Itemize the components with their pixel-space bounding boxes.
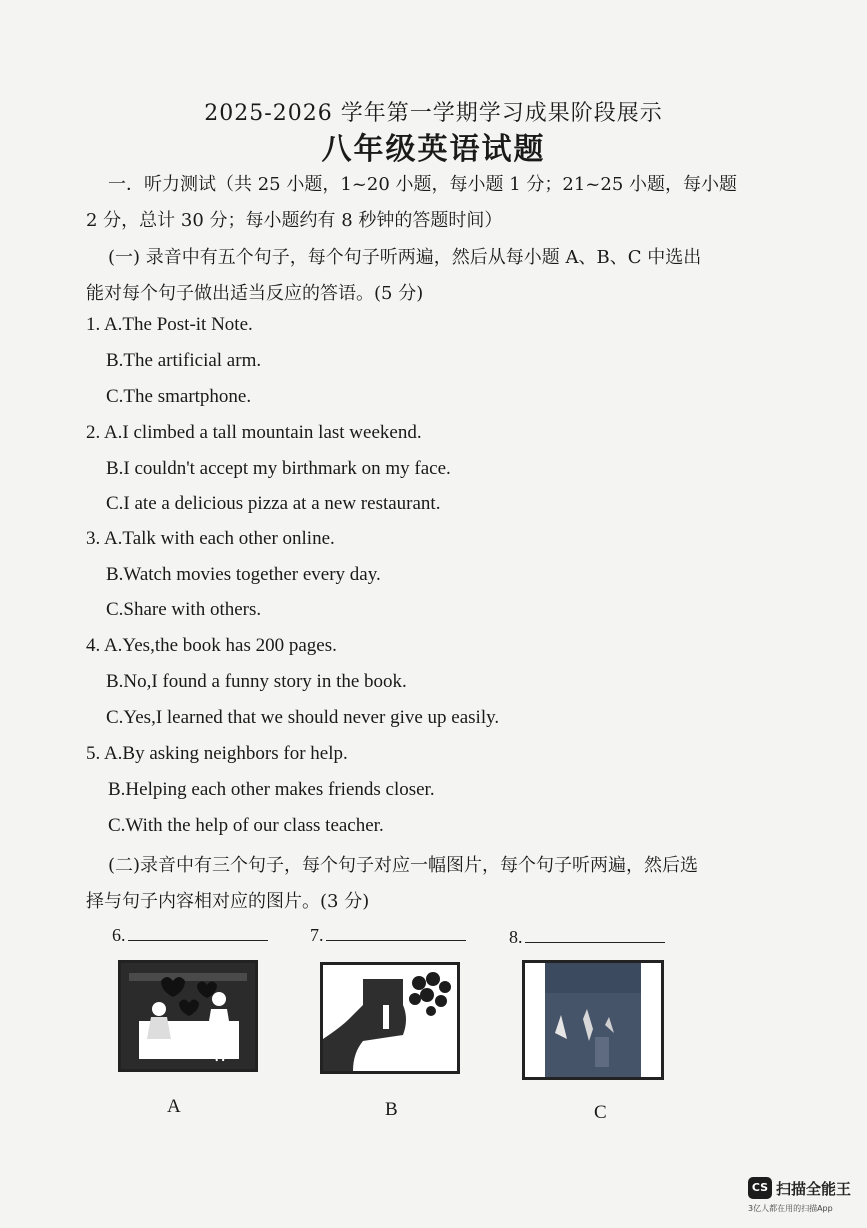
answer-line	[128, 940, 268, 941]
question-3	[86, 528, 335, 550]
option-a: A.The Post-it Note.	[103, 314, 253, 335]
picture-b-label: B	[385, 1099, 398, 1120]
watermark-name: 扫描全能王	[776, 1180, 852, 1198]
question-5	[86, 743, 348, 765]
option-b: B.The artificial arm.	[106, 350, 262, 371]
question-number: 1.	[86, 314, 101, 335]
option-b: B.I couldn't accept my birthmark on my face.	[106, 458, 451, 479]
answer-line	[525, 942, 665, 943]
answer-blank-7[interactable]	[310, 925, 466, 946]
picture-c	[522, 960, 664, 1080]
option-a: A.By asking neighbors for help.	[103, 743, 348, 764]
option-b: B.No,I found a funny story in the book.	[106, 671, 407, 692]
blank-number: 8.	[509, 927, 523, 947]
picture-a-label: A	[167, 1096, 181, 1117]
answer-blank-6[interactable]	[112, 925, 268, 946]
option-a: A.I climbed a tall mountain last weekend.	[103, 422, 422, 443]
section1-heading-line2: 2 分，总计 30 分；每小题约有 8 秒钟的答题时间）	[86, 210, 503, 231]
option-c: C.Share with others.	[106, 599, 262, 620]
option-c: C.The smartphone.	[106, 386, 252, 407]
option-c: C.With the help of our class teacher.	[108, 815, 384, 836]
question-number: 4.	[86, 635, 101, 656]
camscanner-watermark	[748, 1177, 858, 1217]
question-number: 5.	[86, 743, 101, 764]
blank-number: 7.	[310, 925, 324, 945]
answer-line	[326, 940, 466, 941]
picture-c-label: C	[594, 1102, 607, 1123]
question-2	[86, 422, 422, 444]
option-c: C.I ate a delicious pizza at a new restaurant.	[106, 493, 441, 514]
option-b: B.Helping each other makes friends closer.	[108, 779, 435, 800]
part2-instruction-line2: 择与句子内容相对应的图片。(3 分)	[86, 891, 370, 912]
question-1	[86, 314, 253, 336]
exam-title: 2025-2026 学年第一学期学习成果阶段展示	[204, 101, 663, 126]
hearts-couple-icon	[121, 963, 255, 1069]
exam-subtitle: 八年级英语试题	[321, 132, 546, 167]
option-a: A.Talk with each other online.	[103, 528, 335, 549]
option-b: B.Watch movies together every day.	[106, 564, 381, 585]
watermark-tagline: 3亿人都在用的扫描App	[748, 1204, 833, 1213]
option-a: A.Yes,the book has 200 pages.	[103, 635, 337, 656]
picture-a	[118, 960, 258, 1072]
option-c: C.Yes,I learned that we should never give up easily.	[106, 707, 500, 728]
question-number: 2.	[86, 422, 101, 443]
hand-holding-grapes-icon	[323, 965, 457, 1071]
question-4	[86, 635, 337, 657]
part1-instruction-line2: 能对每个句子做出适当反应的答语。(5 分)	[86, 283, 424, 304]
part2-instruction-line1: (二)录音中有三个句子，每个句子对应一幅图片，每个句子听两遍，然后选	[108, 855, 699, 876]
camscanner-logo-icon: CS	[748, 1177, 772, 1199]
section1-heading-line1: 一．听力测试（共 25 小题，1~20 小题，每小题 1 分；21~25 小题，每小题	[108, 174, 738, 195]
dark-photo-icon	[525, 963, 661, 1077]
question-number: 3.	[86, 528, 101, 549]
picture-b	[320, 962, 460, 1074]
blank-number: 6.	[112, 925, 126, 945]
part1-instruction-line1: (一) 录音中有五个句子，每个句子听两遍，然后从每小题 A、B、C 中选出	[108, 247, 702, 268]
answer-blank-8[interactable]	[509, 927, 665, 948]
